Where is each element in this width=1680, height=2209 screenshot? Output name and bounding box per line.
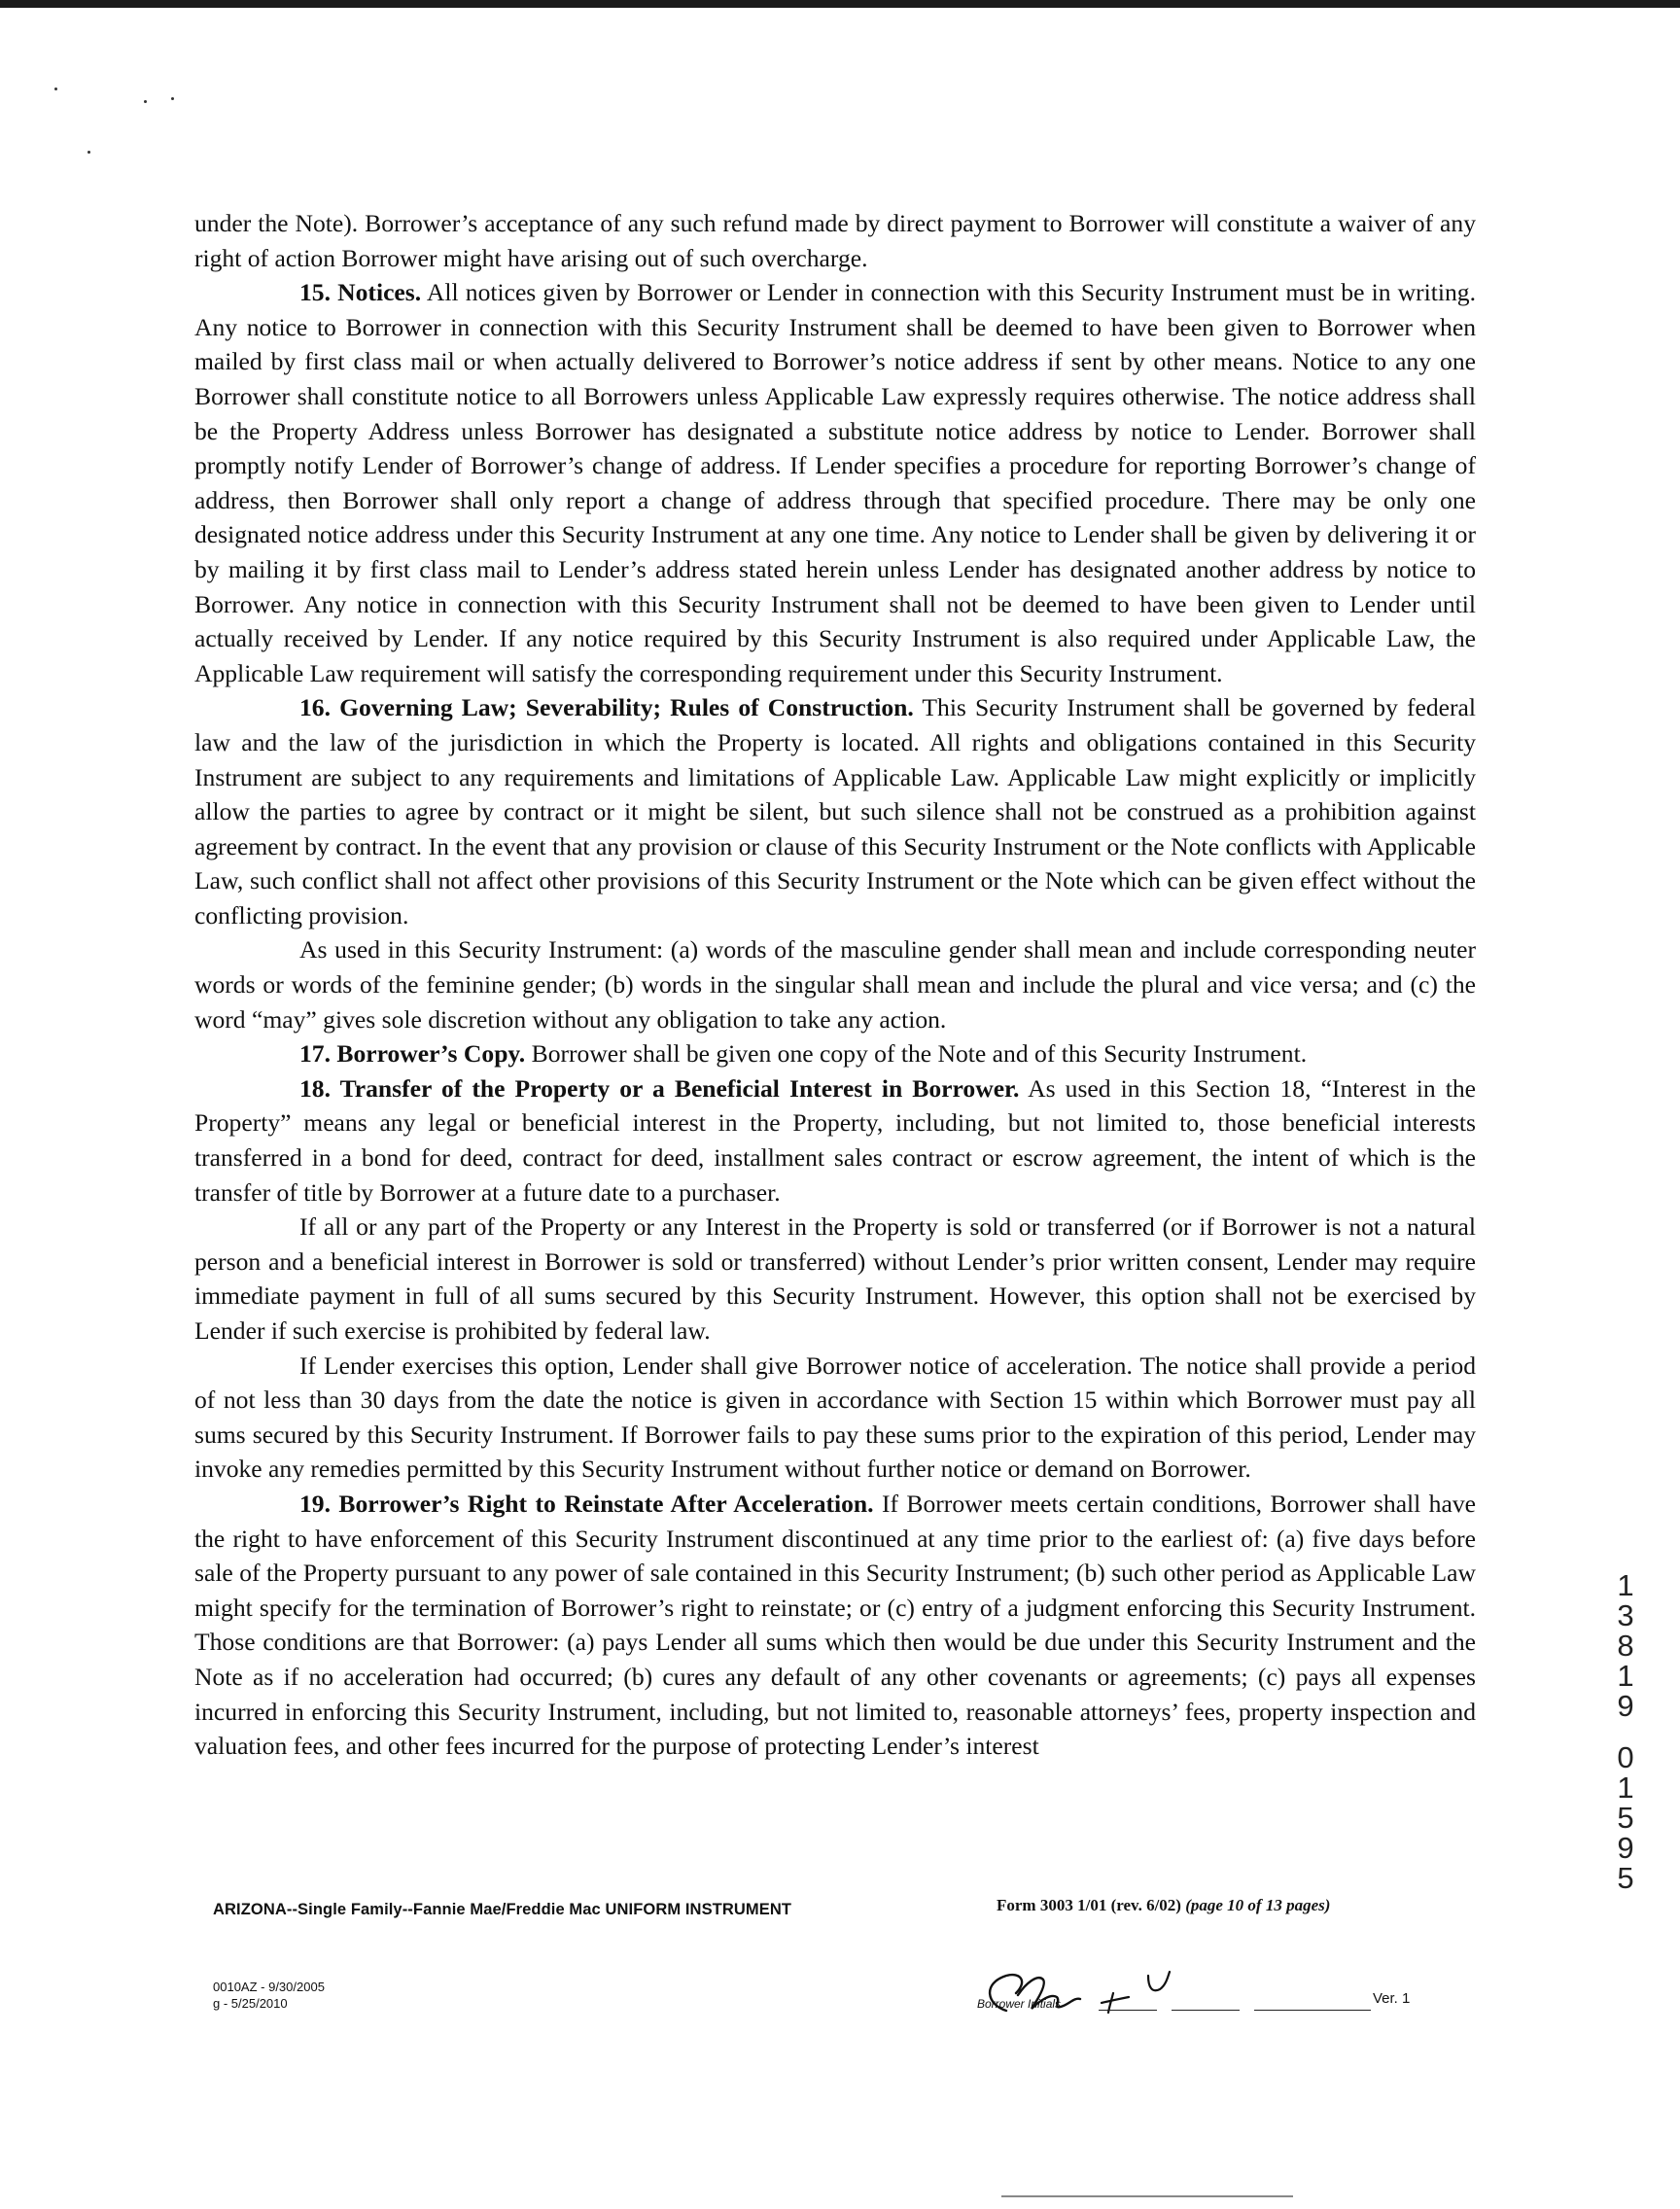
form-code-line: 0010AZ - 9/30/2005 (213, 1980, 325, 1994)
paragraph-text: Borrower shall be given one copy of the Note and of this Security Instrument. (525, 1039, 1308, 1069)
paragraph-text: As used in this Security Instrument: (a) words of the masculine gender shall mean and include corresponding neuter words or words of the feminine gender; (b) words in the singular shall mean and include the plural and vice versa; and (c) the word “may” gives sole discretion without any obligation to take any action. (194, 935, 1476, 1034)
version-label: Ver. 1 (1373, 1990, 1411, 2007)
form-code-line: g - 5/25/2010 (213, 1996, 288, 2011)
scan-speck (144, 100, 147, 103)
form-number (997, 1896, 1330, 1915)
document-paragraph (194, 275, 1476, 690)
page-number: (page 10 of 13 pages) (1185, 1896, 1331, 1914)
paragraph-text: If all or any part of the Property or any Interest in the Property is sold or transferred (or if Borrower is not a natural person and a beneficial interest in Borrower is sold or transferred) without Lender’s prior written consent, Lender may require immediate payment in full of all sums secured by this Security Instrument. However, this option shall not be exercised by Lender if such exercise is prohibited by federal law. (194, 1212, 1476, 1345)
document-paragraph (194, 932, 1476, 1036)
paragraph-text: All notices given by Borrower or Lender in connection with this Security Instrument must be in writing. Any notice to Borrower in connection with this Security Instrument shall be deemed to have been given to Borrower when mailed by first class mail or when actually delivered to Borrower’s notice address if sent by other means. Notice to any one Borrower shall constitute notice to all Borrowers unless Applicable Law expressly requires otherwise. The notice address shall be the Property Address unless Borrower has designated a substitute notice address by notice to Lender. Borrower shall promptly notify Lender of Borrower’s change of address. If Lender specifies a procedure for reporting Borrower’s change of address, then Borrower shall only report a change of address through that specified procedure. There may be only one designated notice address under this Security Instrument at any one time. Any notice to Lender shall be given by delivering it or by mailing it by first class mail to Lender’s address stated herein unless Lender has designated another address by notice to Borrower. Any notice in connection with this Security Instrument shall not be deemed to have been given to Lender until actually received by Lender. If any notice required by this Security Instrument is also required under Applicable Law, the Applicable Law requirement will satisfy the corresponding requirement under this Security Instrument. (194, 278, 1476, 687)
scan-speck (171, 97, 174, 100)
paragraph-text: As used in this Section 18, “Interest in the Property” means any legal or beneficial interest in the Property, including, but not limited to, those beneficial interests transferred in a bond for deed, contract for deed, installment sales contract or escrow agreement, the intent of which is the transfer of title by Borrower at a future date to a purchaser. (194, 1073, 1476, 1207)
scan-speck (88, 151, 90, 154)
stamp-digit: 0 (1617, 1740, 1634, 1774)
initials-rule (1254, 2010, 1371, 2011)
paragraph-text: If Lender exercises this option, Lender shall give Borrower notice of acceleration. The notice shall provide a period of not less than 30 days from the date the notice is given in accordance with Section 15 within which Borrower must pay all sums secured by this Security Instrument. If Borrower fails to pay these sums prior to the expiration of this period, Lender may invoke any remedies permitted by this Security Instrument without further notice or demand on Borrower. (194, 1350, 1476, 1484)
paragraph-text: If Borrower meets certain conditions, Borrower shall have the right to have enforcement of this Security Instrument discontinued at any time prior to the earliest of: (a) five days before sale of the Property pursuant to any power of sale contained in this Security Instrument; (b) such other period as Applicable Law might specify for the termination of Borrower’s right to reinstate; or (c) entry of a judgment enforcing this Security Instrument. Those conditions are that Borrower: (a) pays Lender all sums which then would be due under this Security Instrument and the Note as if no acceleration had occurred; (b) cures any default of any other covenants or agreements; (c) pays all expenses incurred in enforcing this Security Instrument, including, but not limited to, reasonable attorneys’ fees, property inspection and valuation fees, and other fees incurred for the purpose of protecting Lender’s interest (194, 1489, 1476, 1761)
section-heading: 15. Notices. (299, 278, 422, 307)
stamp-digit: 5 (1617, 1861, 1634, 1895)
document-paragraph (194, 1071, 1476, 1210)
stamp-digit: 9 (1617, 1689, 1634, 1723)
form-codes (213, 1979, 325, 2012)
scan-speck (54, 88, 57, 90)
section-heading: 19. Borrower’s Right to Reinstate After Acceleration. (299, 1489, 874, 1518)
document-paragraph (194, 1349, 1476, 1487)
initials-line (977, 1993, 1371, 2013)
document-body (194, 206, 1476, 1764)
stamp-digit: 1 (1617, 1659, 1634, 1693)
document-paragraph (194, 690, 1476, 932)
paragraph-text: under the Note). Borrower’s acceptance of any such refund made by direct payment to Borrower will constitute a waiver of any right of action Borrower might have arising out of such overcharge. (194, 209, 1476, 272)
stamp-digit: 9 (1617, 1831, 1634, 1865)
section-heading: 16. Governing Law; Severability; Rules of Construction. (299, 693, 914, 722)
stamp-digit: 3 (1617, 1598, 1634, 1632)
paragraph-text: This Security Instrument shall be governed by federal law and the law of the jurisdiction in which the Property is located. All rights and obligations contained in this Security Instrument are subject to any requirements and limitations of Applicable Law. Applicable Law might explicitly or implicitly allow the parties to agree by contract or it might be silent, but such silence shall not be construed as a prohibition against agreement by contract. In the event that any provision or clause of this Security Instrument or the Note conflicts with Applicable Law, such conflict shall not affect other provisions of this Security Instrument or the Note which can be given effect without the conflicting provision. (194, 693, 1476, 929)
section-heading: 17. Borrower’s Copy. (299, 1039, 526, 1069)
stamp-digit: 1 (1617, 1568, 1634, 1602)
document-paragraph (194, 1210, 1476, 1348)
scan-top-border (0, 0, 1680, 8)
document-paragraph (194, 206, 1476, 275)
section-heading: 18. Transfer of the Property or a Beneficial Interest in Borrower. (299, 1073, 1020, 1103)
document-paragraph (194, 1487, 1476, 1764)
document-paragraph (194, 1036, 1476, 1071)
stamp-digit: 8 (1617, 1629, 1634, 1663)
scan-bottom-mark (1001, 2195, 1293, 2197)
initials-label: Borrower Initials (977, 1997, 1062, 2011)
form-title: ARIZONA--Single Family--Fannie Mae/Freddie Mac UNIFORM INSTRUMENT (213, 1901, 792, 1918)
stamp-digit: 5 (1617, 1801, 1634, 1835)
form-version: Form 3003 1/01 (rev. 6/02) (997, 1896, 1186, 1914)
stamp-digit: 1 (1617, 1771, 1634, 1805)
initials-rule (1172, 2010, 1240, 2011)
initials-rule (1099, 2010, 1157, 2011)
margin-stamp-number (1606, 1570, 1645, 1893)
